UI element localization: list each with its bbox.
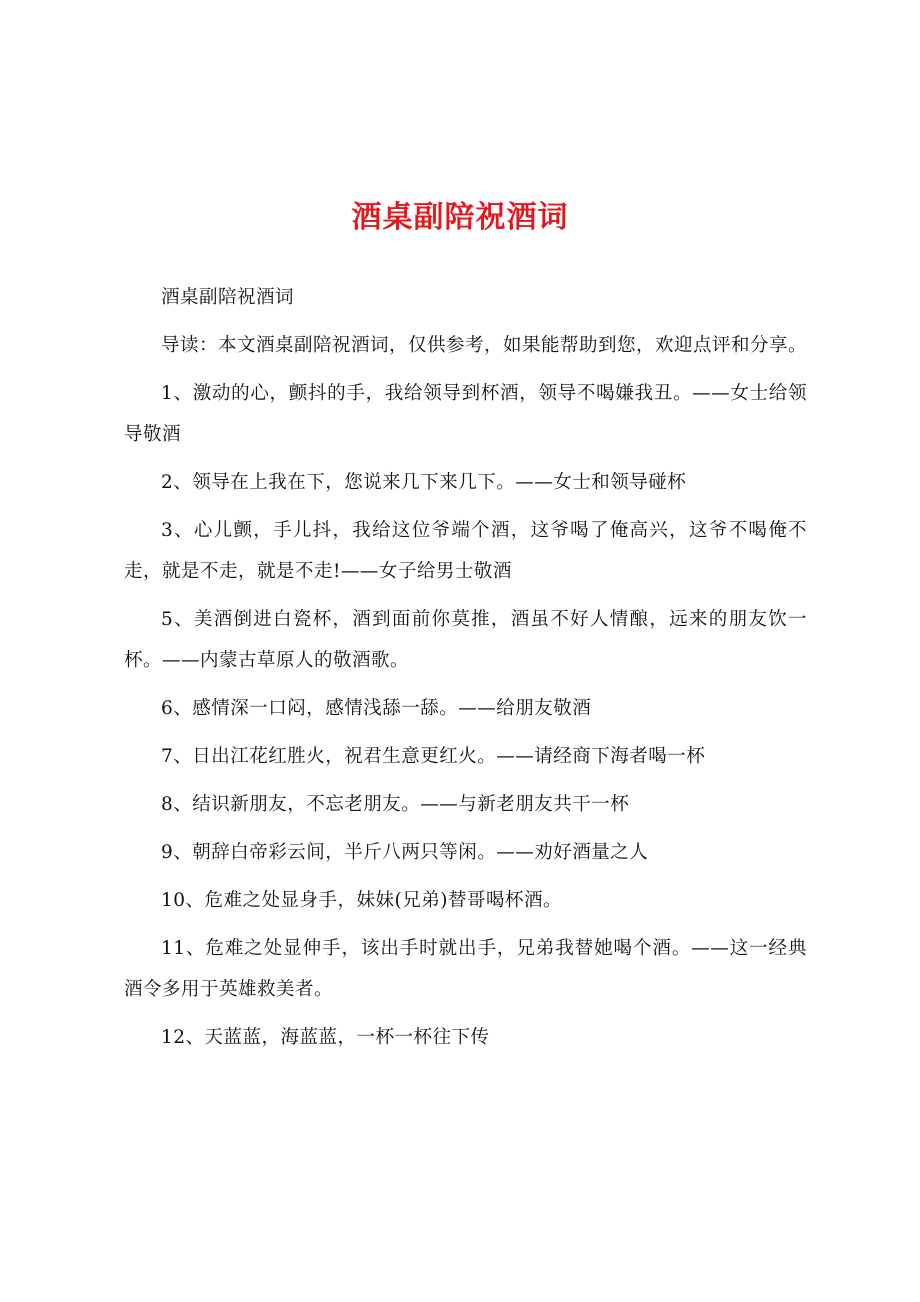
paragraph-toast-11: 11、危难之处显伸手，该出手时就出手，兄弟我替她喝个酒。——这一经典酒令多用于英雄救美者。 (124, 938, 807, 1000)
paragraph-toast-3: 3、心儿颤，手儿抖，我给这位爷端个酒，这爷喝了俺高兴，这爷不喝俺不走，就是不走，就是不走!——女子给男士敬酒 (124, 520, 807, 582)
paragraph-toast-1: 1、激动的心，颤抖的手，我给领导到杯酒，领导不喝嫌我丑。——女士给领导敬酒 (124, 383, 807, 445)
paragraph-toast-9: 9、朝辞白帝彩云间，半斤八两只等闲。——劝好酒量之人 (161, 842, 649, 863)
paragraph-toast-6: 6、感情深一口闷，感情浅舔一舔。——给朋友敬酒 (161, 698, 592, 719)
document-body (124, 277, 807, 1065)
paragraph-toast-8: 8、结识新朋友，不忘老朋友。——与新老朋友共干一杯 (161, 794, 630, 815)
document-title: 酒桌副陪祝酒词 (351, 200, 569, 235)
paragraph-toast-10: 10、危难之处显身手，妹妹(兄弟)替哥喝杯酒。 (161, 890, 562, 911)
paragraph-toast-2: 2、领导在上我在下，您说来几下来几下。——女士和领导碰杯 (161, 472, 687, 493)
paragraph-toast-5: 5、美酒倒进白瓷杯，酒到面前你莫推，酒虽不好人情酿，远来的朋友饮一杯。——内蒙古草原人的敬酒歌。 (124, 609, 807, 671)
paragraph-toast-12: 12、天蓝蓝，海蓝蓝，一杯一杯往下传 (161, 1027, 490, 1048)
paragraph-subtitle: 酒桌副陪祝酒词 (161, 287, 295, 308)
paragraph-toast-7: 7、日出江花红胜火，祝君生意更红火。——请经商下海者喝一杯 (161, 746, 706, 767)
paragraph-intro: 导读：本文酒桌副陪祝酒词，仅供参考，如果能帮助到您，欢迎点评和分享。 (161, 335, 808, 356)
